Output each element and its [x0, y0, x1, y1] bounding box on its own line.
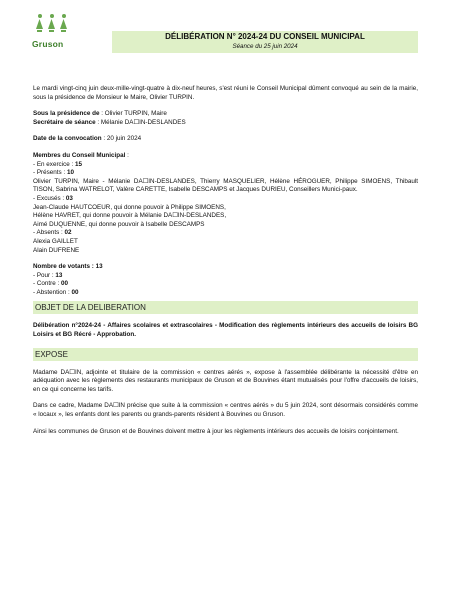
- list-item: Alain DUFRENE: [33, 246, 80, 254]
- intro-paragraph: Le mardi vingt-cinq juin deux-mille-vingt-quatre à dix-neuf heures, s'est réuni le Conseil Municipal dûment convoqué au sein de la mairie, sous la présidence de Monsieur le Maire, Olivier TURPIN.: [33, 85, 418, 101]
- en-exercice-line: - En exercice : 15: [33, 160, 83, 168]
- votants-line: Nombre de votants : 13: [33, 263, 103, 271]
- header-banner: [112, 31, 418, 53]
- document-body: [33, 85, 418, 436]
- contre-line: - Contre : 00: [33, 280, 69, 288]
- presidence-line: Sous la présidence de : Olivier TURPIN, Maire: [33, 110, 167, 118]
- objet-text: Délibération n°2024-24 - Affaires scolaires et extrascolaires - Modification des règlements intérieurs des accueils de loisirs BG Loisirs et BG Récré - Approbation.: [33, 322, 418, 339]
- absents-line: - Absents : 02: [33, 229, 72, 237]
- list-item: Jean-Claude HAUTCOEUR, qui donne pouvoir à Philippe SIMOENS,: [33, 203, 226, 211]
- convocation-line: Date de la convocation : 20 juin 2024: [33, 135, 142, 143]
- logo-figures-icon: [34, 12, 70, 36]
- session-date: Séance du 25 juin 2024: [232, 43, 298, 50]
- membres-heading: Membres du Conseil Municipal :: [33, 151, 129, 159]
- list-item: Hélène HAVRET, qui donne pouvoir à Mélanie DA☐IN-DESLANDES,: [33, 212, 227, 220]
- objet-section-heading: OBJET DE LA DELIBERATION: [33, 301, 418, 314]
- expose-paragraph: Dans ce cadre, Madame DA☐IN précise que suite à la commission « centres aérés » du 5 juin 2024, sont désormais considérés comme « locaux », les enfants dont les parents ou grands-parents résident à Bouvines ou Gruson.: [33, 402, 418, 419]
- pour-line: - Pour : 13: [33, 271, 63, 279]
- list-item: Aimé DUQUENNE, qui donne pouvoir à Isabelle DESCAMPS: [33, 220, 205, 228]
- gruson-logo: [30, 12, 74, 54]
- document-title: DÉLIBÉRATION N° 2024-24 DU CONSEIL MUNICIPAL: [165, 32, 365, 41]
- presents-line: - Présents : 10: [33, 169, 74, 177]
- absents-list: [33, 238, 418, 255]
- expose-paragraph: Madame DA☐IN, adjointe et titulaire de la commission « centres aérés », expose à l'assemblée délibérante la nécessité d'être en adéquation avec les règlements des restaurants municipaux de Gruson et de Bouvines étant mutualisés pour l'offre d'accueils de loisirs, en ce qui concerne les tarifs.: [33, 368, 418, 393]
- list-item: Alexia GAILLET: [33, 237, 78, 245]
- expose-section-heading: EXPOSE: [33, 348, 418, 361]
- abstention-line: - Abstention : 00: [33, 288, 79, 296]
- excuses-line: - Excusés : 03: [33, 194, 73, 202]
- excuses-list: [33, 204, 418, 230]
- expose-paragraph: Ainsi les communes de Gruson et de Bouvines doivent mettre à jour les règlements intérieurs des accueils de loisirs conjointement.: [33, 427, 399, 435]
- logo-name: Gruson: [32, 39, 64, 49]
- secretaire-line: Secrétaire de séance : Mélanie DA☐IN-DESLANDES: [33, 118, 186, 126]
- presents-names: Olivier TURPIN, Maire - Mélanie DA☐IN-DESLANDES, Thierry MASQUELIER, Hélène HÉROGUER, Philippe SIMOENS, Thibault TISON, Sabrina WATRELOT, Valère CARETTE, Isabelle DESCAMPS et Jacques DURIEU, Conseillers Munici-paux.: [33, 177, 418, 194]
